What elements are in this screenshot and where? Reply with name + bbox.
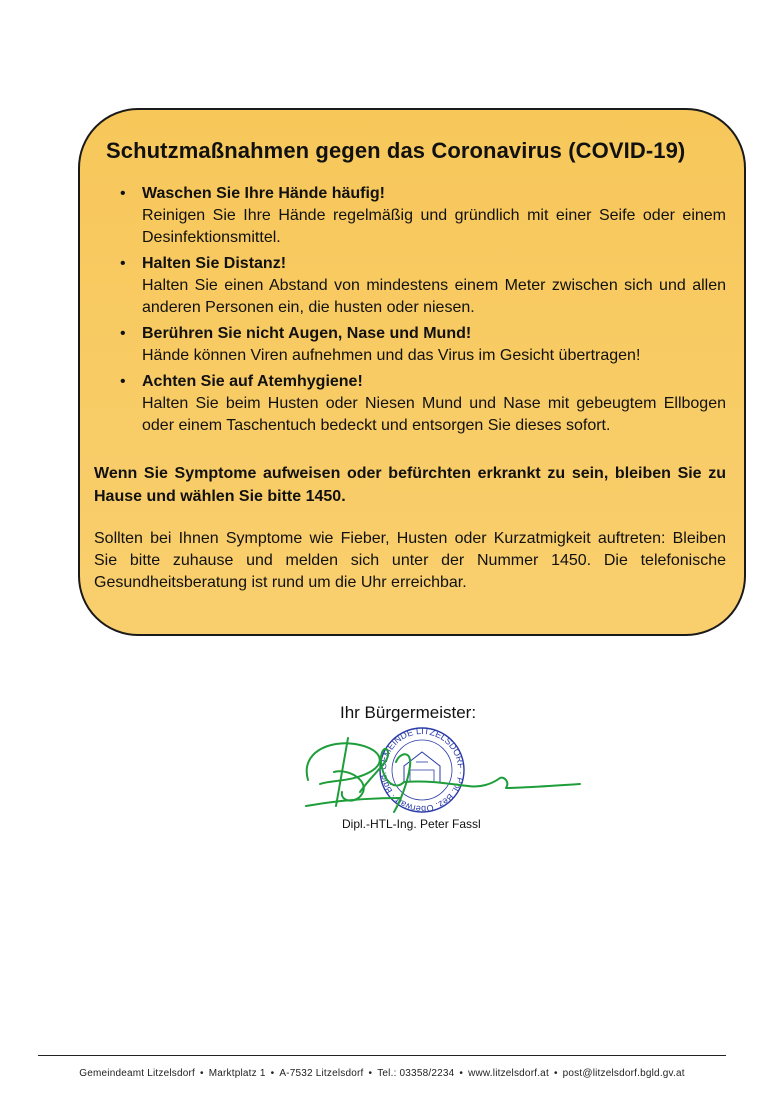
bullet-icon: •	[120, 255, 126, 272]
footer	[38, 1068, 726, 1079]
footer-separator: •	[270, 1068, 275, 1079]
measure-heading: Achten Sie auf Atemhygiene!	[142, 373, 363, 390]
footer-postcode: A-7532 Litzelsdorf	[279, 1068, 364, 1079]
list-item	[120, 323, 726, 367]
signatory-name: Dipl.-HTL-Ing. Peter Fassl	[342, 817, 481, 831]
footer-website: www.litzelsdorf.at	[468, 1068, 549, 1079]
measure-text: Reinigen Sie Ihre Hände regelmäßig und gründlich mit einer Seife oder einem Desinfektionsmittel.	[142, 207, 726, 246]
measure-text: Halten Sie einen Abstand von mindestens einem Meter zwischen sich und allen anderen Personen ein, die husten oder niesen.	[142, 277, 726, 316]
signature-label: Ihr Bürgermeister:	[340, 703, 477, 722]
footer-address: Marktplatz 1	[208, 1068, 266, 1079]
measure-heading: Waschen Sie Ihre Hände häufig!	[142, 185, 386, 202]
footer-separator: •	[368, 1068, 373, 1079]
footer-separator: •	[553, 1068, 558, 1079]
stamp-seal	[378, 726, 466, 814]
stamp-text: GEMEINDE LITZELSDORF · Pol. Bez. Oberwart · Bgld.	[377, 725, 467, 815]
footer-divider	[38, 1055, 726, 1056]
measure-heading: Halten Sie Distanz!	[142, 255, 287, 272]
measure-text: Hände können Viren aufnehmen und das Virus im Gesicht übertragen!	[142, 347, 641, 364]
bullet-icon: •	[120, 373, 126, 390]
list-item	[120, 371, 726, 437]
footer-office: Gemeindeamt Litzelsdorf	[79, 1068, 196, 1079]
warning-text: Wenn Sie Symptome aufweisen oder befürchten erkrankt zu sein, bleiben Sie zu Hause und wählen Sie bitte 1450.	[94, 465, 726, 505]
notice-title: Schutzmaßnahmen gegen das Coronavirus (COVID-19)	[106, 138, 686, 163]
footer-phone: Tel.: 03358/2234	[377, 1068, 455, 1079]
measure-heading: Berühren Sie nicht Augen, Nase und Mund!	[142, 325, 472, 342]
measures-list	[120, 183, 726, 441]
info-text: Sollten bei Ihnen Symptome wie Fieber, Husten oder Kurzatmigkeit auftreten: Bleiben Sie bitte zuhause und melden sich unter der Nummer 1450. Die telefonische Gesundheitsberatung ist rund um die Uhr erreichbar.	[94, 530, 726, 591]
footer-separator: •	[200, 1068, 204, 1079]
footer-separator: •	[459, 1068, 464, 1079]
notice-box	[78, 108, 746, 636]
bullet-icon: •	[120, 325, 126, 342]
measure-text: Halten Sie beim Husten oder Niesen Mund und Nase mit gebeugtem Ellbogen oder einem Taschentuch bedeckt und entsorgen Sie dieses sofort.	[142, 395, 726, 434]
list-item	[120, 253, 726, 319]
signature-stamp-image	[300, 722, 590, 822]
list-item	[120, 183, 726, 249]
footer-email: post@litzelsdorf.bgld.gv.at	[562, 1068, 685, 1079]
bullet-icon: •	[120, 185, 126, 202]
